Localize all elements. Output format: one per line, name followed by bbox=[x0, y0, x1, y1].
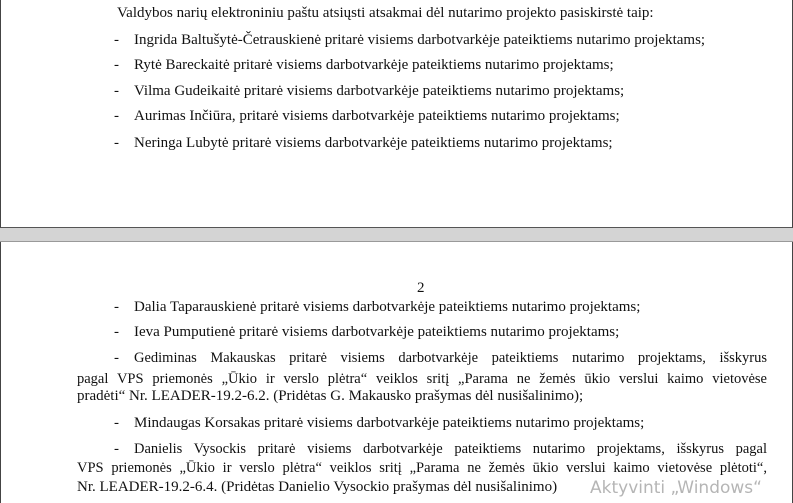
list-item: Vilma Gudeikaitė pritarė visiems darbotvarkėje pateiktiems nutarimo projektams; bbox=[134, 83, 625, 99]
bullet-dash: - bbox=[114, 135, 119, 151]
list-item: Aurimas Inčiūra, pritarė visiems darbotvarkėje pateiktiems nutarimo projektams; bbox=[134, 108, 620, 124]
list-item-line: Danielis Vysockis pritarė visiems darbotvarkėje pateiktiems nutarimo projektams, išskyrus pagal bbox=[134, 441, 767, 457]
bullet-dash: - bbox=[114, 32, 119, 48]
bullet-dash: - bbox=[114, 83, 119, 99]
document-page-1 bbox=[0, 0, 793, 228]
bullet-dash: - bbox=[114, 299, 119, 315]
list-item: Ieva Pumputienė pritarė visiems darbotvarkėje pateiktiems nutarimo projektams; bbox=[134, 324, 620, 340]
list-item-line: pradėti“ Nr. LEADER-19.2-6.2. (Pridėtas G. Makausko prašymas dėl nusišalinimo); bbox=[77, 388, 584, 404]
list-item-line: VPS priemonės „Ūkio ir verslo plėtra“ veiklos sritį „Parama ne žemės ūkio verslui kaimo vietovėse plėtoti“, bbox=[77, 460, 767, 476]
bullet-dash: - bbox=[114, 108, 119, 124]
windows-activation-watermark: Aktyvinti „Windows“ bbox=[590, 478, 762, 498]
bullet-dash: - bbox=[114, 441, 119, 457]
list-item-line: Nr. LEADER-19.2-6.4. (Pridėtas Danielio Vysockio prašymas dėl nusišalinimo) bbox=[77, 479, 558, 495]
bullet-dash: - bbox=[114, 324, 119, 340]
bullet-dash: - bbox=[114, 57, 119, 73]
document-page-2 bbox=[0, 242, 793, 503]
bullet-dash: - bbox=[114, 415, 119, 431]
list-item: Ingrida Baltušytė-Četrauskienė pritarė visiems darbotvarkėje pateiktiems nutarimo projektams; bbox=[134, 32, 706, 48]
bullet-dash: - bbox=[114, 350, 119, 366]
page-separator bbox=[0, 228, 793, 242]
list-item-line: pagal VPS priemonės „Ūkio ir verslo plėtra“ veiklos sritį „Parama ne žemės ūkio verslui kaimo vietovėse bbox=[77, 371, 767, 387]
page-number: 2 bbox=[417, 280, 425, 296]
list-item: Rytė Bareckaitė pritarė visiems darbotvarkėje pateiktiems nutarimo projektams; bbox=[134, 57, 614, 73]
intro-text: Valdybos narių elektroniniu paštu atsiųsti atsakmai dėl nutarimo projekto pasiskirstė taip: bbox=[117, 5, 654, 21]
list-item: Neringa Lubytė pritarė visiems darbotvarkėje pateiktiems nutarimo projektams; bbox=[134, 135, 613, 151]
list-item: Dalia Taparauskienė pritarė visiems darbotvarkėje pateiktiems nutarimo projektams; bbox=[134, 299, 641, 315]
list-item: Mindaugas Korsakas pritarė visiems darbotvarkėje pateiktiems nutarimo projektams; bbox=[134, 415, 645, 431]
list-item-line: Gediminas Makauskas pritarė visiems darbotvarkėje pateiktiems nutarimo projektams, išskyrus bbox=[134, 350, 767, 366]
